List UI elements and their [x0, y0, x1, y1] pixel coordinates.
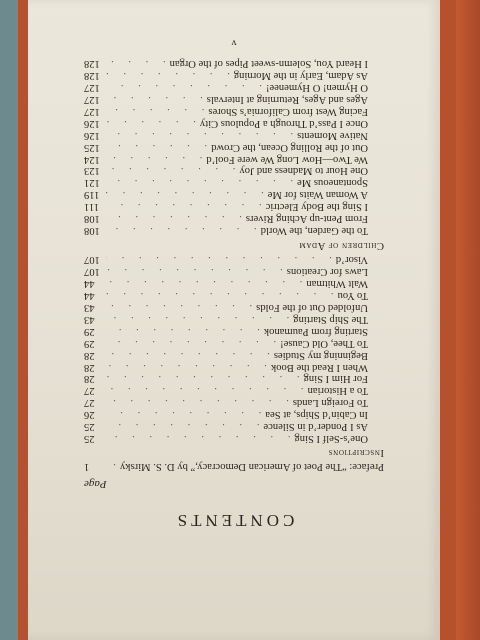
leader-dots — [106, 81, 262, 93]
entry-page: 126 — [84, 117, 100, 129]
leader-dots — [106, 200, 262, 212]
entry-page: 126 — [84, 129, 100, 141]
entry-page: 25 — [84, 421, 95, 433]
toc-entry — [84, 224, 368, 236]
page-column-label: Page — [84, 478, 107, 490]
entry-page: 107 — [84, 266, 100, 278]
toc-entry — [84, 117, 368, 129]
leader-dots — [106, 384, 304, 396]
entry-page: 108 — [84, 213, 100, 225]
entry-title: Facing West from California’s Shores — [208, 106, 368, 117]
book-cover-edge — [456, 0, 480, 640]
entry-page: 127 — [84, 82, 100, 94]
leader-dots — [106, 265, 283, 277]
leader-dots — [106, 254, 332, 266]
toc-entry — [84, 69, 368, 81]
entry-title: To Thee, Old Cause! — [280, 337, 368, 349]
entry-page: 29 — [84, 337, 95, 349]
toc-entry — [84, 188, 368, 200]
leader-dots — [106, 188, 264, 200]
leader-dots — [106, 361, 267, 373]
leader-dots — [106, 432, 290, 444]
toc-entry — [84, 141, 368, 153]
entry-title: Preface: “The Poet of American Democracy,” by D. S. Mirsky — [119, 461, 384, 472]
toc-entry — [84, 373, 368, 385]
entry-page: 128 — [84, 70, 100, 82]
page-number: v — [231, 37, 237, 48]
entry-title: Once I Pass’d Through a Populous City — [199, 117, 368, 129]
toc-entry — [84, 212, 368, 224]
leader-dots — [106, 117, 196, 129]
leader-dots — [106, 301, 252, 313]
toc-entry — [84, 176, 368, 188]
leader-dots — [106, 212, 242, 224]
toc-entry — [84, 349, 368, 361]
leader-dots — [106, 349, 270, 361]
entry-title: I Sing the Body Electric — [265, 201, 368, 213]
entry-title: One Hour to Madness and Joy — [239, 165, 368, 177]
leader-dots — [106, 277, 302, 289]
entry-page: 119 — [84, 189, 100, 201]
leader-dots — [106, 460, 116, 472]
entry-title: To a Historian — [307, 385, 368, 397]
entry-title: I Heard You, Solemn-sweet Pipes of the Organ — [169, 58, 368, 70]
entry-title: Ages and Ages, Returning at Intervals — [206, 94, 368, 106]
toc-entry — [84, 301, 368, 313]
leader-dots — [106, 408, 261, 420]
background-left — [0, 0, 18, 640]
leader-dots — [106, 289, 334, 301]
leader-dots — [106, 337, 276, 349]
toc-entry — [84, 313, 368, 325]
entry-title: Unfolded Out of the Folds — [256, 302, 368, 314]
entry-title: A Woman Waits for Me — [267, 189, 368, 201]
toc-entry — [84, 265, 368, 277]
toc-entry — [84, 81, 368, 93]
toc-entry — [84, 105, 368, 117]
entry-title: Native Moments — [297, 129, 368, 141]
entry-title: For Him I Sing — [303, 373, 368, 385]
toc-entry — [84, 408, 368, 420]
entry-page: 1 — [84, 461, 90, 472]
leader-dots — [106, 153, 202, 165]
entry-title: Out of the Rolling Ocean, the Crowd — [211, 141, 368, 153]
toc-entry — [84, 337, 368, 349]
entry-title: As I Ponder’d in Silence — [263, 421, 368, 433]
entry-page: 107 — [84, 254, 100, 266]
entry-title: One’s-Self I Sing — [294, 433, 368, 444]
entry-page: 125 — [84, 141, 100, 153]
entry-page: 127 — [84, 94, 100, 106]
leader-dots — [106, 105, 204, 117]
toc-entry — [84, 254, 368, 266]
toc-entry — [84, 57, 368, 69]
page-title: CONTENTS — [173, 511, 295, 530]
entry-title: To the Garden, the World — [260, 225, 368, 236]
toc-entry — [84, 165, 368, 177]
entry-title: Walt Whitman — [306, 278, 368, 290]
entry-page: 121 — [84, 177, 100, 189]
leader-dots — [106, 396, 289, 408]
entry-page: 26 — [84, 409, 95, 421]
entry-title: In Cabin’d Ships, at Sea — [265, 409, 368, 421]
leader-dots — [106, 176, 293, 188]
entry-page: 27 — [84, 385, 95, 397]
contents-page-text — [28, 0, 440, 640]
toc-entry — [84, 153, 368, 165]
leader-dots — [106, 224, 257, 236]
entry-page: 111 — [84, 201, 100, 213]
section-heading-children-of-adam: Children of Adam — [298, 240, 384, 251]
section-heading-inscriptions: Inscriptions — [328, 447, 384, 458]
entry-title: From Pent-up Aching Rivers — [245, 213, 368, 225]
toc-entry — [84, 420, 368, 432]
entry-page: 28 — [84, 361, 95, 373]
entry-title: To You — [337, 290, 368, 302]
entry-page: 44 — [84, 278, 95, 290]
entry-title: To Foreign Lands — [292, 397, 368, 409]
entry-title: Visor’d — [335, 254, 368, 266]
entry-page: 28 — [84, 349, 95, 361]
entry-title: The Ship Starting — [293, 314, 368, 325]
entry-page: 43 — [84, 302, 95, 314]
entry-page: 27 — [84, 397, 95, 409]
entry-page: 124 — [84, 153, 100, 165]
leader-dots — [106, 57, 166, 69]
entry-title: Laws for Creations — [286, 266, 368, 278]
entry-page: 29 — [84, 325, 95, 337]
entry-page: 127 — [84, 106, 100, 117]
toc-entry — [84, 93, 368, 105]
entry-title: Starting from Paumanok — [263, 325, 368, 337]
leader-dots — [106, 141, 207, 153]
entry-page: 43 — [84, 314, 95, 325]
entry-title: When I Read the Book — [270, 361, 368, 373]
entry-title: O Hymen! O Hymenee! — [265, 82, 368, 94]
entry-page: 25 — [84, 433, 95, 444]
toc-entry — [84, 361, 368, 373]
toc-entry — [84, 325, 368, 337]
entry-page: 44 — [84, 290, 95, 302]
toc-entry — [84, 129, 368, 141]
leader-dots — [106, 325, 260, 337]
leader-dots — [106, 420, 259, 432]
entry-title: As Adam, Early in the Morning — [233, 70, 368, 82]
entry-page: 28 — [84, 373, 95, 385]
entry-page: 108 — [84, 225, 100, 236]
toc-entry — [84, 277, 368, 289]
toc-entry — [84, 396, 368, 408]
leader-dots — [106, 129, 293, 141]
entry-page: 128 — [84, 58, 100, 70]
toc-entry — [84, 200, 368, 212]
leader-dots — [106, 69, 230, 81]
leader-dots — [106, 313, 289, 325]
leader-dots — [106, 165, 235, 177]
toc-entry — [84, 384, 368, 396]
toc-entry — [84, 432, 368, 444]
entry-title: Spontaneous Me — [297, 177, 368, 189]
leader-dots — [106, 93, 203, 105]
entry-title: We Two—How Long We were Fool’d — [206, 153, 368, 165]
entry-page: 123 — [84, 165, 100, 177]
entry-title: Beginning my Studies — [273, 349, 368, 361]
leader-dots — [106, 373, 300, 385]
toc-entry — [84, 289, 368, 301]
preface-entry — [84, 460, 384, 472]
